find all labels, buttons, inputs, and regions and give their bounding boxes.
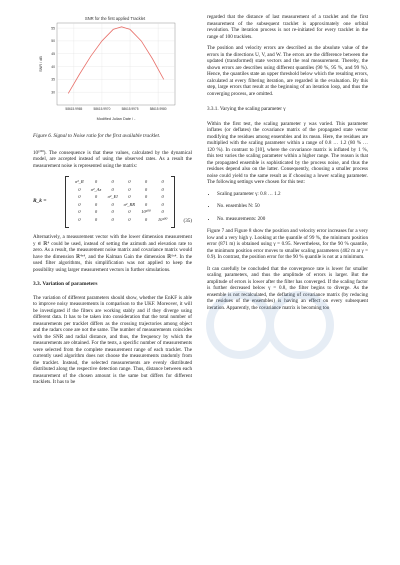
matrix-cell: 0 [161, 186, 164, 192]
matrix-row [71, 217, 171, 224]
chart-title: SNR for the first applied Tracklet [84, 16, 146, 21]
y-tick-label: 40 [51, 64, 55, 69]
equation-number: (35) [183, 218, 192, 225]
snr-chart [33, 14, 192, 129]
left-column [33, 133, 192, 391]
matrix-row [71, 202, 171, 209]
matrix-cell: σ²_R [74, 179, 84, 185]
matrix-cell: 0 [144, 217, 148, 223]
paragraph: Within the first test, the scaling parameter γ was varied. This parameter inflates (or deflates) the covariance matrix of the propagated state vector modifying the residues among ensembles and its mean. Here, the residues are multiplied with the scaling parameter within a range of 0.8 … 1.2 (80 % … 120 %). In contrast to [10], where the covariance matrix is inflated by 1 %, this test varies the scaling parameter within a higher range. The reason is that the propagated ensemble is sophisticated by the process noise, and thus the residues depend also on the latter. Consequently, choosing a smaller process noise could yield to the same result as if choosing a lower scaling parameter. The following settings were chosen for this test: [207, 120, 368, 185]
paragraph: It can carefully be concluded that the convergence rate is lower for smaller scaling parameters, and thus the amplitude of errors is larger. But the amplitude of errors is lower after the filter has converged. If the scaling factor is further decreased below γ = 0.8, the filter begins to diverge. As the ensemble is not recalculated, the deflating of covariance matrix (by reducing the residues of the ensembles) is having an effect on every subsequent iteration. Apparently, the covariance matrix is becoming too [207, 265, 368, 311]
matrix-cell: 0 [128, 209, 131, 215]
matrix-row [71, 179, 171, 186]
matrix-cell: 0 [144, 179, 148, 185]
matrix-cell: σ²_El [107, 194, 118, 200]
x-tick-label: 58615.9980 [149, 107, 167, 111]
y-tick-label: 55 [51, 26, 55, 31]
matrix-row [71, 194, 171, 201]
figure-caption: Figure 6. Signal to Noise ratio for the first available tracklet. [33, 133, 161, 139]
matrix-cell: 0 [128, 186, 131, 192]
matrix-cell: 10¹⁰⁰ [141, 209, 151, 215]
right-column [207, 14, 368, 316]
list-item: • No. measurements: 200 [217, 216, 368, 223]
matrix-cell: 0 [161, 209, 164, 215]
matrix-cell: σ²_Az [90, 186, 102, 192]
matrix-cell: 0 [128, 179, 131, 185]
matrix-cell: 0 [111, 201, 114, 207]
matrix-cell: 0 [161, 201, 164, 207]
list-item: • No. ensembles N: 50 [217, 203, 368, 210]
paragraph: The position and velocity errors are described as the absolute value of the errors in the directions U, V, and W. The errors are the difference between the updated (transformed) state vectors and the real measurement. Thereby, the shown errors are describes using different quantiles (90 %, 95 %, and 99 %). Hence, the quantiles state an upper threshold below which the resulting errors, calculated at every filtering iteration, are regarded in the evaluation. By this step, large errors that result at the beginning of an iteration loop, and thus the converging process, are omitted. [207, 45, 368, 97]
x-tick-label: 58615.9970 [93, 107, 111, 111]
paragraph: regarded that the distance of last measurement of a tracklet and the first measurement of the subsequent tracklet is approximately one orbital revolution. The iteration process is not re-initiated for every tracklet in the range of 100 tracklets. [207, 14, 368, 40]
section-heading: 3.3. Variation of parameters [33, 281, 98, 288]
matrix-row [71, 209, 171, 216]
matrix-cell: 10¹⁰⁰ [157, 217, 168, 223]
matrix-cell: 0 [128, 217, 131, 223]
paragraph: Alternatively, a measurement vector with the lower dimension measurement y ∈ ℝ⁴ could be used, instead of setting the azimuth and elevation rate to zero. As a result, the measurement noise matrix and covariance matrix would have the dimension ℝ⁴ˣ⁴, and the Kalman Gain the dimension ℝ⁶ˣ⁴. In the used filter algorithms, this simplification was not applied to keep the possibility using larger measurement vectors in further simulations. [33, 234, 192, 273]
measurement-noise-equation [33, 174, 192, 230]
subsection-heading: 3.3.1. Varying the scaling parameter γ [207, 106, 286, 112]
matrix-row [71, 187, 171, 194]
y-axis-label: SNR / dB [39, 56, 43, 72]
matrix-cell: 0 [78, 209, 81, 215]
matrix-cell: 0 [144, 201, 148, 207]
matrix-cell: 0 [144, 194, 148, 200]
matrix-cell: 0 [94, 179, 98, 185]
paragraph: 10¹⁰⁰). The consequence is that these values, calculated by the dynamical model, are accepted instead of using the observed rates. As a result the measurement noise is represented using the matrix: [33, 149, 192, 169]
matrix-cell: 0 [111, 209, 114, 215]
matrix-cell: 0 [161, 194, 164, 200]
matrix [57, 174, 177, 230]
matrix-cell: 0 [94, 209, 98, 215]
matrix-cell: 0 [161, 179, 164, 185]
matrix-cell: 0 [78, 217, 81, 223]
matrix-cell: 0 [78, 201, 81, 207]
y-tick-label: 30 [51, 90, 55, 95]
matrix-cell: 0 [111, 186, 114, 192]
x-axis-label: Modified Julian Date / - [96, 117, 136, 121]
watermark-logo [200, 285, 350, 365]
plot-area [57, 23, 175, 105]
matrix-cell: 0 [94, 217, 98, 223]
matrix-cell: σ²_RR [123, 201, 136, 207]
matrix-cell: 0 [111, 217, 114, 223]
matrix-cell: 0 [78, 194, 81, 200]
paragraph: The variation of different parameters should show, whether the EnKF is able to improve noisy measurements in comparison to the UKF. Moreover, it will be investigated if the filters are working stably and if they diverge using different data. It has to be taken into consideration that the total number of measurements per tracklet differs as the crossing trajectories among object and the radars cone are not the same. The number of measurements coincides with the SNR and radial distance, and thus, the frequency by which the measurements are obtained. For the tests, a specific number of measurements were selected from the complete measurement range of each tracklet. The currently used algorithm does not choose the measurements randomly from the tracklet. Instead, the selected measurements are evenly distributed distributed along the respective detection range. Thus, distance between each measurement of the chosen amount is the same but differs for different tracklets. It has to be [33, 294, 192, 386]
matrix-cell: 0 [94, 201, 98, 207]
matrix-cell: 0 [94, 194, 98, 200]
y-tick-label: 35 [51, 77, 55, 82]
matrix-cell: 0 [128, 194, 131, 200]
y-tick-label: 50 [51, 39, 55, 44]
matrix-cell: 0 [78, 186, 81, 192]
list-item: • Scaling parameter γ: 0.8 … 1.2 [217, 191, 368, 198]
y-tick-label: 45 [51, 51, 55, 56]
x-tick-label: 58615.9965 [65, 107, 83, 111]
paragraph: Figure 7 and Figure 8 show the position and velocity error increases for a very low and a very high γ. Looking at the quantile of 99 %, the minimum position error (871 m) is obtained using γ = 0.95. Nevertheless, for the 90 % quantile, the minimum position error moves to smaller scaling parameters (402 m at γ = 0.9). In contrast, the position error for the 90 % quantile is not at a minimum. [207, 228, 368, 260]
x-tick-label: 58615.9975 [121, 107, 139, 111]
snr-series-line [68, 27, 164, 94]
settings-list [207, 191, 368, 223]
matrix-label: R_k = [33, 198, 47, 205]
matrix-cell: 0 [144, 186, 148, 192]
matrix-cell: 0 [111, 179, 114, 185]
